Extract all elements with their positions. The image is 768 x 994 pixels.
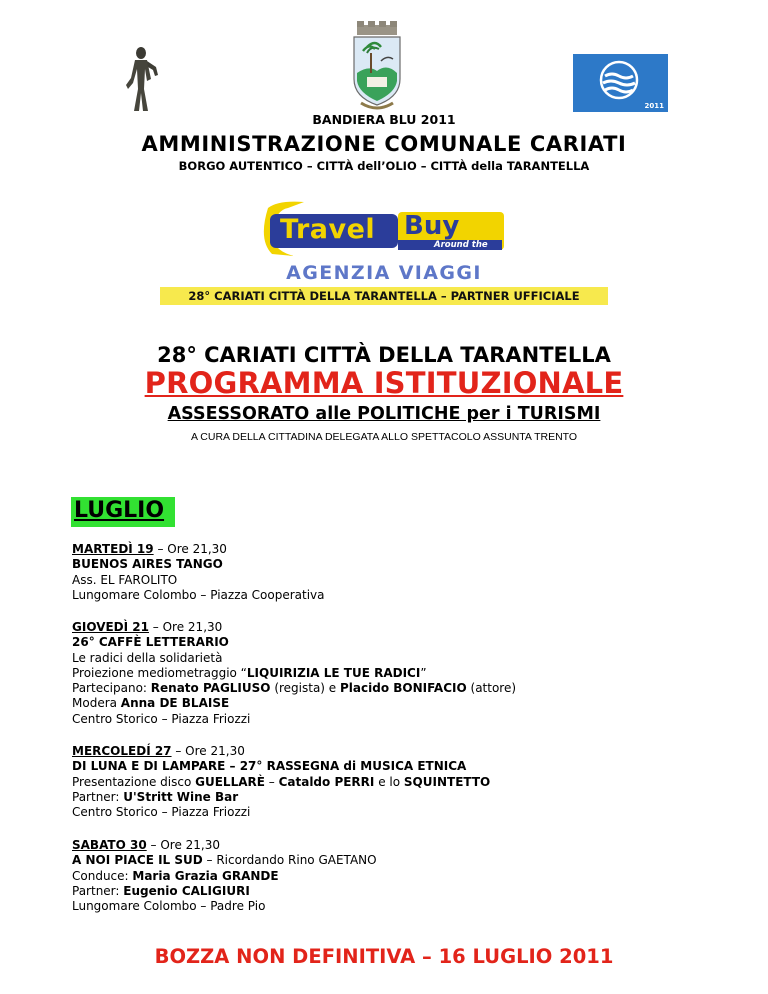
event-time: – Ore 21,30 (146, 838, 220, 852)
logo-word-buy: Buy (404, 211, 460, 241)
separator: – (264, 774, 279, 789)
logo-tagline: Around the world (434, 240, 488, 260)
guest-role: (attore) (466, 681, 517, 696)
event-place: Centro Storico – Piazza Friozzi (72, 711, 251, 726)
logo-word-travel: Travel (280, 214, 376, 245)
month-heading: LUGLIO (74, 498, 165, 523)
event-organizer: Ass. EL FAROLITO (72, 572, 178, 587)
proiezione-prefix: Proiezione mediometraggio “ (72, 665, 247, 680)
partner-label: Partner: (72, 883, 124, 898)
event-date: MARTEDÌ 19 (72, 542, 154, 556)
cariati-coat-of-arms (349, 21, 405, 111)
borgo-subtitle: BORGO AUTENTICO – CITTÀ dell’OLIO – CITTÀ della TARANTELLA (178, 159, 590, 173)
bronze-statue-image (118, 45, 164, 115)
partner-name: Eugenio CALIGIURI (123, 883, 250, 898)
event-title: 28° CARIATI CITTÀ DELLA TARANTELLA (157, 343, 611, 367)
event-sabato-30 (72, 838, 377, 914)
programma-title: PROGRAMMA ISTITUZIONALE (144, 366, 624, 400)
agenzia-viaggi: AGENZIA VIAGGI (286, 262, 482, 284)
event-title: A NOI PIACE IL SUD (72, 853, 203, 868)
event-time: – Ore 21,30 (153, 542, 227, 556)
partner-name: U'Stritt Wine Bar (123, 789, 239, 804)
partecipano-label: Partecipano: (72, 681, 151, 696)
event-mercoledi-27 (72, 744, 490, 820)
bandiera-blu-label: BANDIERA BLU 2011 (312, 112, 456, 127)
event-subtitle: Le radici della solidarietà (72, 650, 223, 665)
proiezione-title: LIQUIRIZIA LE TUE RADICI (246, 665, 421, 680)
draft-notice: BOZZA NON DEFINITIVA – 16 LUGLIO 2011 (154, 945, 614, 968)
presentazione-prefix: Presentazione disco (72, 774, 196, 789)
event-title: DI LUNA E DI LAMPARE – 27° RASSEGNA di MUSICA ETNICA (72, 759, 467, 774)
event-date: MERCOLEDÍ 27 (72, 744, 172, 758)
partner-label: Partner: (72, 789, 124, 804)
travelbuy-logo (258, 200, 510, 262)
event-date: GIOVEDÌ 21 (72, 620, 149, 634)
modera-label: Modera (72, 696, 121, 711)
event-title: BUENOS AIRES TANGO (72, 557, 223, 572)
moderator-name: Anna DE BLAISE (120, 696, 230, 711)
guest-name: Placido BONIFACIO (340, 681, 467, 696)
conduce-label: Conduce: (72, 868, 133, 883)
event-martedi-19 (72, 542, 325, 603)
connector: e lo (374, 774, 404, 789)
event-title-suffix: – Ricordando Rino GAETANO (202, 853, 377, 868)
disco-title: GUELLARÈ (195, 774, 265, 789)
event-time: – Ore 21,30 (171, 744, 245, 758)
event-title: 26° CAFFÈ LETTERARIO (72, 635, 229, 650)
artist-name: Cataldo PERRI (278, 774, 375, 789)
assessorato-title: ASSESSORATO alle POLITICHE per i TURISMI (167, 404, 601, 424)
event-place: Centro Storico – Piazza Friozzi (72, 805, 251, 820)
flag-year: 2011 (644, 102, 664, 110)
partner-ufficiale: 28° CARIATI CITTÀ DELLA TARANTELLA – PARTNER UFFICIALE (188, 289, 580, 303)
proiezione-suffix: ” (420, 665, 427, 680)
cura-note: A CURA DELLA CITTADINA DELEGATA ALLO SPETTACOLO ASSUNTA TRENTO (190, 431, 578, 443)
event-time: – Ore 21,30 (148, 620, 223, 634)
host-name: Maria Grazia GRANDE (132, 868, 279, 883)
event-place: Lungomare Colombo – Padre Pio (72, 899, 266, 914)
guest-role: (regista) e (270, 681, 341, 696)
amministrazione-title: AMMINISTRAZIONE COMUNALE CARIATI (141, 132, 627, 156)
event-giovedi-21 (72, 620, 516, 727)
event-date: SABATO 30 (72, 838, 147, 852)
group-name: SQUINTETTO (403, 774, 491, 789)
guest-name: Renato PAGLIUSO (150, 681, 271, 696)
event-place: Lungomare Colombo – Piazza Cooperativa (72, 587, 325, 602)
blue-flag-logo (573, 54, 668, 112)
